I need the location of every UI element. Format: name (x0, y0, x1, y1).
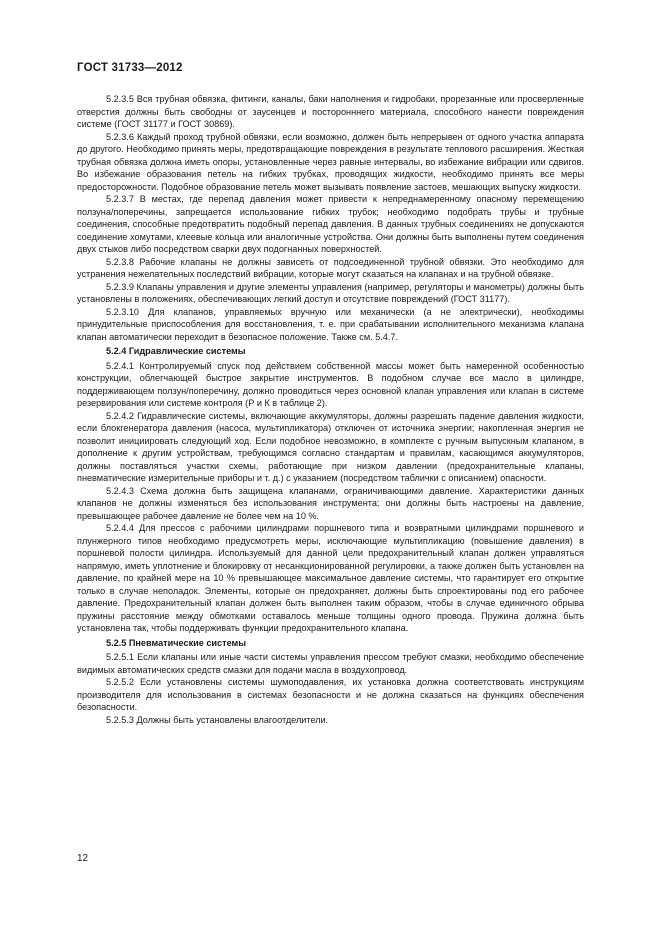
clause-5-2-5-2: 5.2.5.2 Если установлены системы шумоподавления, их установка должна соответствовать инструкциям производителя для использования в системах безопасности и не должна сказаться на функциях обеспечения безопасности. (77, 677, 584, 712)
clause-5-2-3-8: 5.2.3.8 Рабочие клапаны не должны зависеть от подсоединенной трубной обвязки. Это необходимо для устранения нежелательных последствий вибрации, которые могут сказаться на клапанах и на трубной обвязке. (77, 256, 584, 279)
clause-5-2-3-7: 5.2.3.7 В местах, где перепад давления может привести к непреднамеренному опасному перемещению ползуна/поперечины, запрещается использование гибких трубок; необходимо подобрать трубы и трубные соединения, способные предотвратить подобный перепад давления. В данных трубных соединениях не допускаются соединение хомутами, клеевые кольца или аналогичные устройства. Они должны быть выполнены путем соединения двух стыков либо посредством сварки двух подогнанных поверхностей. (77, 194, 584, 254)
clause-5-2-5-1: 5.2.5.1 Если клапаны или иные части системы управления прессом требуют смазки, необходимо обеспечение видимых автоматических средств смазки для подачи масла в воздухопровод. (77, 652, 584, 675)
section-heading-5-2-5: 5.2.5 Пневматические системы (106, 637, 247, 648)
clause-5-2-3-9: 5.2.3.9 Клапаны управления и другие элементы управления (например, регуляторы и манометры) должны быть установлены в положениях, обеспечивающих легкий доступ и отсутствие повреждений (ГОСТ 31177). (77, 281, 584, 304)
clause-5-2-4-4: 5.2.4.4 Для прессов с рабочими цилиндрами поршневого типа и возвратными цилиндрами поршневого и плунжерного типов необходимо предусмотреть меры, исключающие мультипликацию (повышение давления) в поршневой полости цилиндра. Используемый для данной цели предохранительный клапан должен управляться напрямую, иметь уплотнение и блокировку от несанкционированной регулировки, а также должен быть установлен на давление, по крайней мере на 10 % превышающее максимальное давление системы, что гарантирует его открытие только в случае неполадок. Элементы, которые он предохраняет, должны быть спроектированы под его рабочее давление. Предохранительный клапан должен быть выполнен таким образом, чтобы в случае единичного обрыва пружины расстояние между обмотками оставалось меньше толщины одного провода. Пружина должна быть установлена так, чтобы поддерживать функции предохранительного клапана. (77, 523, 584, 633)
clause-5-2-5-3: 5.2.5.3 Должны быть установлены влагоотделители. (106, 714, 329, 725)
body-text (77, 93, 584, 726)
clause-5-2-3-5: 5.2.3.5 Вся трубная обвязка, фитинги, каналы, баки наполнения и гидробаки, прорезанные или просверленные отверстия должны быть свободны от заусенцев и посторонннего материала, способного нанести повреждения системе (ГОСТ 31177 и ГОСТ 30869). (77, 94, 584, 129)
page-number: 12 (77, 853, 89, 864)
clause-5-2-3-6: 5.2.3.6 Каждый проход трубной обвязки, если возможно, должен быть непрерывен от одного участка аппарата до другого. Необходимо принять меры, предотвращающие повреждения в результате теплового расширения. Жесткая трубная обвязка должна иметь опоры, установленные через равные интервалы, во избежание вибрации или сдвигов. Во избежание образования петель на гибких трубках, проводящих жидкости, необходимо принять все меры предосторожности. Подобное образование петель может вызывать появление застоев, мешающих выпуску жидкости. (77, 131, 584, 192)
clause-5-2-4-2: 5.2.4.2 Гидравлические системы, включающие аккумуляторы, должны разрешать падение давления жидкости, если блокгенератора давления (насоса, мультипликатора) отключен от источника энергии; накопленная энергия не позволит инициировать следующий ход. Если подобное невозможно, в комплекте с ручным выпускным клапаном, в дополнение к другим устройствам, требующимся согласно стандартам и правилам, касающимся аккумуляторов, должны поставляться участки схемы, работающие при низком давлении (предохранительные клапаны, пневматические измерительные приборы и т. д.) с указанием (посредством таблички с описанием) опасности. (77, 410, 584, 483)
page-header: ГОСТ 31733—2012 (77, 62, 183, 74)
clause-5-2-4-3: 5.2.4.3 Схема должна быть защищена клапанами, ограничивающими давление. Характеристики данных клапанов не должны изменяться без использования инструмента; они должны быть настроены на давление, превышающее рабочее давление не более чем на 10 %. (77, 485, 584, 521)
section-heading-5-2-4: 5.2.4 Гидравлические системы (106, 346, 246, 356)
clause-5-2-4-1: 5.2.4.1 Контролируемый спуск под действием собственной массы может быть намеренной особенностью конструкции, облегчающей быстрое закрытие инструментов. В подобном случае все масло в цилиндре, поддерживающем ползун/поперечину, должно проводиться через основной клапан управления или клапан в системе резервирования или системе контроля (Р и К в таблице 2). (77, 360, 584, 408)
clause-5-2-3-10: 5.2.3.10 Для клапанов, управляемых вручную или механически (а не электрически), необходимы принудительные приспособления для восстановления, т. е. при срабатывании исполнительного механизма клапана клапан автоматически переходит в безопасное положение. Также см. 5.4.7. (77, 306, 584, 342)
